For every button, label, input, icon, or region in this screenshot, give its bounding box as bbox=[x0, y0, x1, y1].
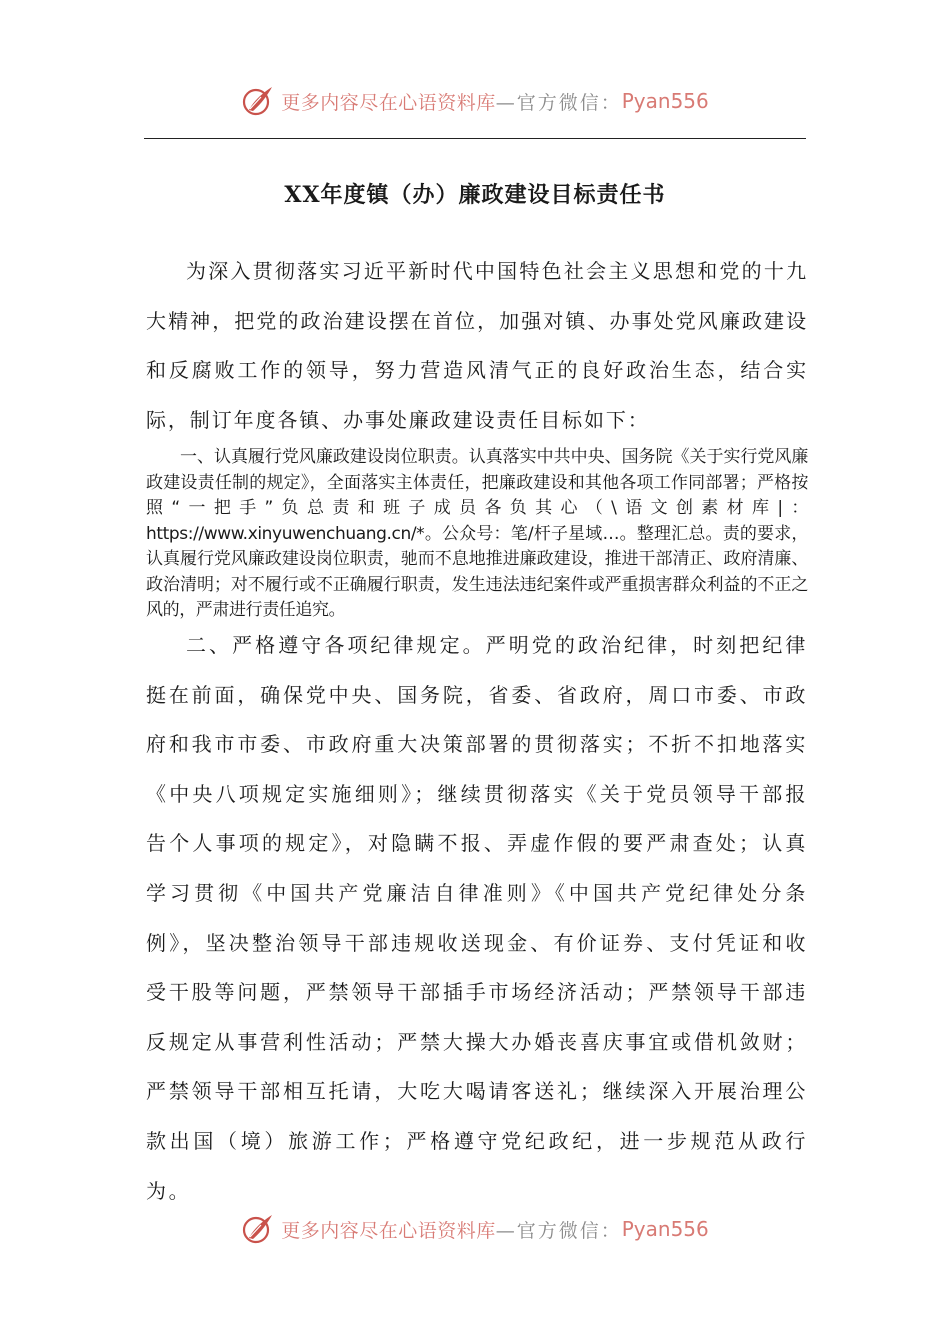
footer-label-text: —官方微信： bbox=[495, 1219, 622, 1242]
banner-label-text: —官方微信： bbox=[495, 91, 622, 114]
banner-wechat-id: Pyan556 bbox=[621, 89, 709, 113]
document-title: XX年度镇（办）廉政建设目标责任书 bbox=[284, 182, 666, 208]
footer-wechat-id: Pyan556 bbox=[621, 1217, 709, 1241]
quill-logo-icon bbox=[241, 1212, 275, 1246]
footer-banner bbox=[0, 1206, 950, 1252]
quill-logo-icon bbox=[241, 84, 275, 118]
paragraph-section-1: 一、认真履行党风廉政建设岗位职责。认真落实中共中央、国务院《关于实行党风廉政建设责任制的规定》，全面落实主体责任，把廉政建设和其他各项工作同部署；严格按照“一把手”负总责和班子成员各负其心（\语文创素材库|：https://www.xinyuwenchuang.cn/*。公众号：笔/杆子星域…。整理汇总。责的要求，认真履行党风廉政建设岗位职责，驰而不息地推进廉政建设，推进干部清正、政府清廉、政治清明；对不履行或不正确履行职责，发生违法违纪案件或严重损害群众利益的不正之风的，严肃进行责任追究。 bbox=[146, 447, 808, 620]
header-divider bbox=[144, 138, 806, 139]
header-banner bbox=[0, 78, 950, 124]
footer-brand-text: 更多内容尽在心语资料库 bbox=[281, 1219, 496, 1242]
banner-brand-text: 更多内容尽在心语资料库 bbox=[281, 91, 496, 114]
paragraph-section-2: 二、严格遵守各项纪律规定。严明党的政治纪律，时刻把纪律挺在前面，确保党中央、国务院，省委、省政府，周口市委、市政府和我市市委、市政府重大决策部署的贯彻落实；不折不扣地落实《中央八项规定实施细则》；继续贯彻落实《关于党员领导干部报告个人事项的规定》，对隐瞒不报、弄虚作假的要严肃查处；认真学习贯彻《中国共产党廉洁自律准则》《中国共产党纪律处分条例》，坚决整治领导干部违规收送现金、有价证券、支付凭证和收受干股等问题，严禁领导干部插手市场经济活动；严禁领导干部违反规定从事营利性活动；严禁大操大办婚丧喜庆事宜或借机敛财；严禁领导干部相互托请，大吃大喝请客送礼；继续深入开展治理公款出国（境）旅游工作；严格遵守党纪政纪，进一步规范从政行为。 bbox=[146, 633, 808, 1203]
paragraph-intro: 为深入贯彻落实习近平新时代中国特色社会主义思想和党的十九大精神，把党的政治建设摆在首位，加强对镇、办事处党风廉政建设和反腐败工作的领导，努力营造风清气正的良好政治生态，结合实际，制订年度各镇、办事处廉政建设责任目标如下： bbox=[146, 259, 808, 432]
